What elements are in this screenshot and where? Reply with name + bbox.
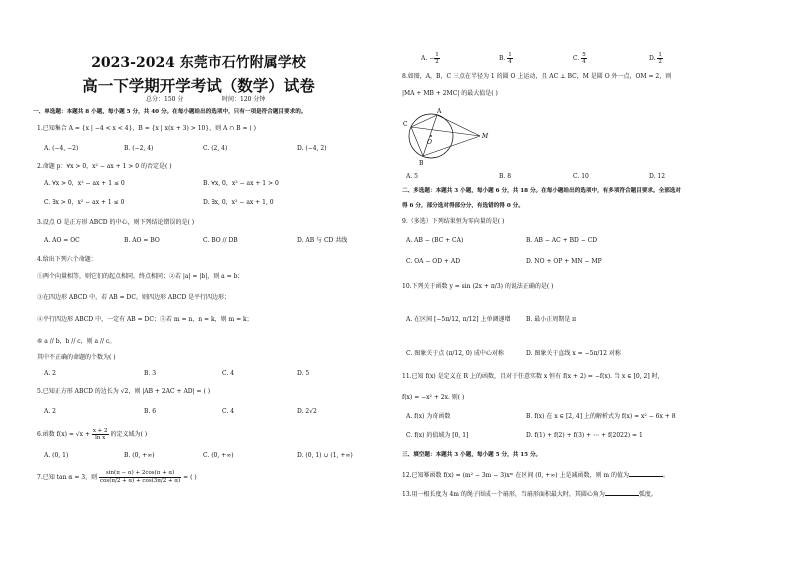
q7-tail: = ( ) xyxy=(183,474,197,481)
q1-option-b: B. (−2, 4) xyxy=(124,145,154,152)
q7-option-b-label: B. xyxy=(499,55,508,62)
q6-denominator: ln x xyxy=(95,435,106,441)
question-1: 1.已知集合 A = {x | −4 < x < 4}，B = {x | x(x + 3) > 10}，则 A ∩ B = ( ) xyxy=(37,125,257,132)
q7-option-d xyxy=(649,52,663,65)
q7-option-c xyxy=(573,52,587,65)
q4-prompt: 其中不正确的命题的个数为( ) xyxy=(37,354,116,361)
q4-option-b: B. 3 xyxy=(144,370,157,377)
question-11-line-1: 11.已知 f(x) 是定义在 R 上的函数，且对于任意实数 x 恒有 f(x + 2) = −f(x). 当 x ∈ [0, 2] 时， xyxy=(402,373,664,380)
q6-numerator: x + 2 xyxy=(92,428,108,434)
question-8-line-2: |MA + MB + 2MC| 的最大值是( ) xyxy=(402,90,498,97)
q2-option-c: C. ∃x > 0，x² − ax + 1 ≤ 0 xyxy=(44,199,125,206)
exam-subtitle: 高一下学期开学考试（数学）试卷 xyxy=(82,76,315,95)
label-b: B xyxy=(419,160,424,167)
question-12 xyxy=(402,470,669,480)
q7-option-d-fraction xyxy=(657,52,663,65)
q6-option-a: A. (0, 1) xyxy=(44,452,69,459)
q7-a-den: 2 xyxy=(435,59,439,65)
label-a: A xyxy=(437,108,442,115)
q4-statement-3: ③在四边形 ABCD 中，若 AB = DC，则四边形 ABCD 是平行四边形； xyxy=(37,294,231,301)
q8-option-b: B. 8 xyxy=(499,173,512,180)
q4-option-c: C. 4 xyxy=(222,370,235,377)
q9-option-c: C. OA − OD + AD xyxy=(406,258,460,265)
q2-option-d: D. ∃x, 0，x² − ax + 1, 0 xyxy=(203,199,274,206)
q9-option-b: B. AB − AC + BD − CD xyxy=(526,237,598,244)
q5-option-c: C. 4 xyxy=(222,408,235,415)
q7-fraction xyxy=(99,470,181,485)
q5-option-a: A. 2 xyxy=(44,408,56,415)
q7-c-den: 4 xyxy=(582,59,586,65)
q10-lead: 10.下列关于函数 y = sin xyxy=(402,283,471,290)
q11-option-d: D. f(1) + f(2) + f(3) + ⋯ + f(2022) = 1 xyxy=(526,432,643,439)
label-c: C xyxy=(403,121,408,128)
q4-statement-4-5: ④平行四边形 ABCD 中，一定有 AB = DC；⑤若 m = n，n = k，则 m = k； xyxy=(37,316,253,323)
q13-text: 13.用一根长度为 4m 的绳子围成一个扇形，当扇形面积最大时，其圆心角为 xyxy=(402,491,605,498)
q11-option-a: A. f(x) 为奇函数 xyxy=(406,413,451,420)
segment-cb xyxy=(411,127,423,156)
q6-option-b: B. (0, +∞) xyxy=(124,452,155,459)
q3-option-a: A. AO = OC xyxy=(44,237,80,244)
q6-fraction xyxy=(92,428,109,441)
q4-option-a: A. 2 xyxy=(44,370,56,377)
total-score: 总分：150 分 xyxy=(146,96,184,103)
q10-option-d: D. 图象关于直线 x = −5π/12 对称 xyxy=(526,350,621,357)
segment-am xyxy=(437,115,480,136)
q13-tail: 弧度。 xyxy=(638,491,657,498)
q10-argument: (2x + π/3) xyxy=(472,283,503,290)
q7-option-b-fraction xyxy=(507,52,513,65)
question-4: 4.给出下列六个命题： xyxy=(37,256,97,263)
q12-answer-blank[interactable] xyxy=(629,470,663,477)
center-point xyxy=(430,135,432,137)
q9-option-d: D. NO + OP + MN − MP xyxy=(526,258,602,265)
q3-option-c: C. BO // DB xyxy=(203,237,238,244)
question-3: 3.设点 O 是正方形 ABCD 的中心，则下列结论错误的是( ) xyxy=(37,219,195,226)
q7-option-d-label: D. xyxy=(649,55,658,62)
q5-option-b: B. 6 xyxy=(144,408,157,415)
segment-cm xyxy=(411,127,480,136)
q3-option-d: D. AB 与 CD 共线 xyxy=(297,237,348,244)
question-13 xyxy=(402,489,657,499)
q1-option-a: A. (−4, −2) xyxy=(44,145,79,152)
q3-option-b: B. AO = BO xyxy=(124,237,160,244)
q8-option-d: D. 12 xyxy=(649,173,666,180)
q2-option-a: A. ∀x > 0，x² − ax + 1 ≤ 0 xyxy=(44,180,125,187)
q4-statement-6: ⑥ a // b，b // c，则 a // c。 xyxy=(37,338,116,345)
q2-option-b: B. ∀x, 0，x² − ax + 1 > 0 xyxy=(203,180,279,187)
q5-option-d: D. 2√2 xyxy=(297,408,317,415)
question-8-line-1: 8.如图，A，B，C 三点在半径为 1 的圆 O 上运动，且 AC ⊥ BC，M 是圆 O 外一点，OM = 2，则 xyxy=(402,73,672,80)
q9-option-a: A. AB − (BC + CA) xyxy=(406,237,464,244)
q13-answer-blank[interactable] xyxy=(605,489,639,496)
q11-option-b: B. f(x) 在 x ∈ [2, 4] 上的解析式为 f(x) = x² − 6x + 8 xyxy=(526,413,676,420)
q11-option-c: C. f(x) 的值域为 [0, 1] xyxy=(406,432,469,439)
q7-option-b xyxy=(499,52,513,65)
q6-lead: 6.函数 f(x) = √x + xyxy=(37,431,90,438)
question-2: 2.命题 p：∀x > 0，x² − ax + 1 > 0 的否定是( ) xyxy=(37,163,172,170)
q1-option-c: C. (2, 4) xyxy=(203,145,228,152)
q6-option-c: C. (0, +∞) xyxy=(203,452,234,459)
q6-tail: 的定义域为( ) xyxy=(110,431,148,438)
exam-title: 2023-2024 东莞市石竹附属学校 xyxy=(91,55,306,71)
exam-time: 时间：120 分钟 xyxy=(222,96,266,103)
q7-denominator: cos(π/2 + α) + cos(3π/2 + α) xyxy=(100,478,181,484)
q7-option-a-label: A. − xyxy=(421,55,435,62)
q1-option-d: D. (−4, 2) xyxy=(297,145,327,152)
q10-option-b: B. 最小正周期是 π xyxy=(526,316,577,323)
q8-option-a: A. 5 xyxy=(406,173,418,180)
q7-option-c-fraction xyxy=(581,52,587,65)
label-m: M xyxy=(482,133,489,140)
q10-tail: 的说法正确的是( ) xyxy=(504,283,554,290)
q7-option-a-fraction xyxy=(434,52,440,65)
q7-option-c-label: C. xyxy=(573,55,582,62)
q7-d-num: 1 xyxy=(658,52,662,58)
q7-numerator: sin(π − α) + 2cos(π + α) xyxy=(99,470,181,478)
q7-lead: 7.已知 tan α = 3，则 xyxy=(37,474,98,481)
question-6 xyxy=(37,428,147,442)
q4-statement-1-2: ①两个向量相等，则它们的起点相同，终点相同；②若 |a| = |b|，则 a = b； xyxy=(37,273,244,280)
q7-b-num: 1 xyxy=(508,52,512,58)
q12-text: 12.已知幂函数 f(x) = (m² − 3m − 3)xᵐ 在区间 (0, +∞) 上是减函数，则 m 的值为 xyxy=(402,472,629,479)
section-fill-in: 三、填空题：本题共 3 小题，每小题 5 分，共 15 分。 xyxy=(402,452,542,458)
q4-option-d: D. 5 xyxy=(297,370,310,377)
section-multi-choice-line-2: 得 6 分，部分选对得部分分，有选错的得 0 分。 xyxy=(402,203,524,209)
question-11-line-2: f(x) = −x² + 2x. 则( ) xyxy=(402,394,465,401)
q7-c-num: 5 xyxy=(582,52,586,58)
question-5: 5.已知正方形 ABCD 的边长为 √2，则 |AB + 2AC + AD| = ( ) xyxy=(37,388,211,395)
q8-figure xyxy=(401,106,493,168)
q6-option-d: D. (0, 1) ∪ (1, +∞) xyxy=(297,452,353,459)
label-o: O xyxy=(427,139,432,146)
q12-tail: 。 xyxy=(663,472,670,479)
q10-option-c: C. 图象关于点 (π/12, 0) 成中心对称 xyxy=(406,350,504,357)
segment-ab xyxy=(423,115,437,156)
question-10 xyxy=(402,283,554,291)
q10-option-a: A. 在区间 [−5π/12, π/12] 上单调递增 xyxy=(406,316,511,323)
q7-option-a xyxy=(421,52,440,65)
right-column xyxy=(397,0,794,562)
section-multi-choice-line-1: 二、多选题：本题共 3 小题，每小题 6 分，共 18 分。在每小题给出的选项中，有多项符合题目要求。全部选对 xyxy=(402,188,681,194)
section-single-choice: 一、单选题：本题共 8 小题，每小题 5 分，共 40 分。在每小题给出的选项中，只有一项是符合题目要求的。 xyxy=(33,109,307,115)
q7-d-den: 2 xyxy=(658,59,662,65)
q8-option-c: C. 10 xyxy=(573,173,589,180)
question-9: 9.（多选）下列结果恒为零向量的是( ) xyxy=(402,218,505,225)
q7-b-den: 4 xyxy=(508,59,512,65)
q7-a-num: 1 xyxy=(435,52,439,58)
question-7 xyxy=(37,470,197,486)
